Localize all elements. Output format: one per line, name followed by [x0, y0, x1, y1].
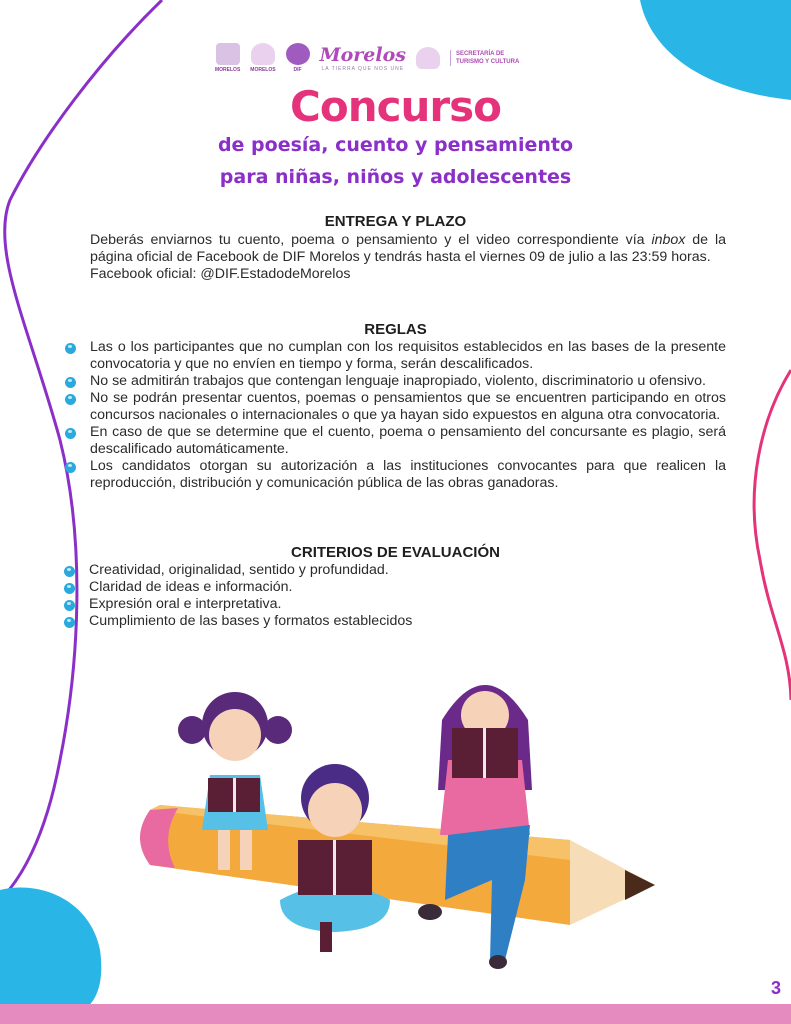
woman-reading-icon [418, 685, 532, 969]
list-item: Expresión oral e interpretativa. [89, 596, 709, 613]
morelos-gov-logo: MORELOS [215, 43, 240, 73]
list-item: Cumplimiento de las bases y formatos establecidos [89, 613, 709, 630]
bullet-icon [64, 566, 75, 577]
dif-logo: DIF [286, 43, 310, 73]
subtitle-line-1: de poesía, cuento y pensamiento [217, 134, 574, 156]
bullet-icon [65, 394, 76, 405]
entrega-heading: ENTREGA Y PLAZO [324, 213, 467, 230]
right-pink-curve [754, 370, 791, 700]
bullet-icon [64, 600, 75, 611]
bullet-icon [65, 343, 76, 354]
bullet-icon [65, 377, 76, 388]
page-number: 3 [770, 978, 781, 998]
criterios-heading: CRITERIOS DE EVALUACIÓN [291, 544, 500, 561]
list-item: Creatividad, originalidad, sentido y profundidad. [89, 562, 709, 579]
bottom-left-blue-blob [0, 888, 101, 1013]
page-title: Concurso [290, 82, 501, 131]
entrega-text-inbox: inbox [651, 232, 686, 248]
list-item: No se podrán presentar cuentos, poemas o pensamientos que se encuentren participando en otros concursos nacionales o internacionales o que ya hayan sido expuestos en alguna otra convocatoria. [90, 390, 726, 424]
entrega-text-part1: Deberás enviarnos tu cuento, poema o pensamiento y el video correspondiente vía [90, 232, 652, 248]
entrega-paragraph [90, 232, 726, 283]
kids-reading-illustration [130, 660, 670, 980]
bullet-icon [65, 462, 76, 473]
bullet-icon [65, 428, 76, 439]
list-item: Claridad de ideas e información. [89, 579, 709, 596]
sponsor-logos [215, 36, 585, 80]
reglas-list [90, 339, 726, 492]
subtitle-line-2: para niñas, niños y adolescentes [219, 166, 572, 188]
criterios-list [89, 562, 709, 630]
list-item: No se admitirán trabajos que contengan lenguaje inapropiado, violento, discriminatorio u ofensivo. [90, 373, 726, 390]
bottom-pink-bar [0, 1004, 791, 1024]
list-item: Las o los participantes que no cumplan con los requisitos establecidos en las bases de la presente convocatoria y que no envíen en tiempo y forma, serán descalificados. [90, 339, 726, 373]
morelos-lotus-logo: MORELOS [250, 43, 275, 73]
lotus-icon [416, 47, 440, 69]
list-item: Los candidatos otorgan su autorización a las instituciones convocantes para que realicen la reproducción, distribución y comunicación pública de las obras ganadoras. [90, 458, 726, 492]
facebook-handle: Facebook oficial: @DIF.EstadodeMorelos [90, 266, 351, 282]
reglas-heading: REGLAS [364, 321, 427, 338]
morelos-brand-logo: Morelos LA TIERRA QUE NOS UNE [319, 44, 406, 72]
entrega-text-part2: de la página oficial de Facebook de DIF Morelos y tendrás hasta el viernes 09 de julio a las 23:59 horas. [90, 232, 726, 265]
bullet-icon [64, 617, 75, 628]
list-item: En caso de que se determine que el cuento, poema o pensamiento del concursante es plagio, será descalificado automáticamente. [90, 424, 726, 458]
bullet-icon [64, 583, 75, 594]
secretaria-logo: SECRETARÍA DE TURISMO Y CULTURA [450, 50, 519, 66]
